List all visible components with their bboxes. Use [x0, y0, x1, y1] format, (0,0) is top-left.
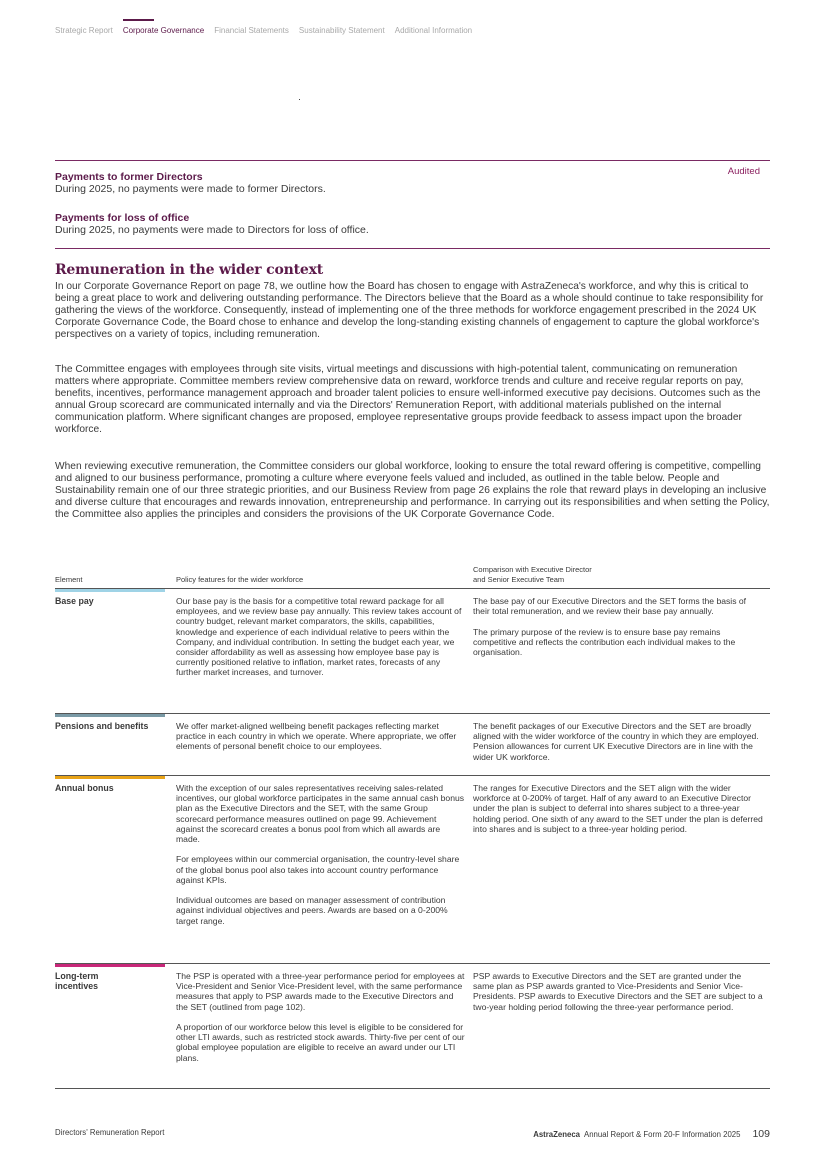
footer-doc-title: Annual Report & Form 20-F Information 2025 — [584, 1130, 741, 1139]
footer-section-name: Directors' Remuneration Report — [55, 1128, 165, 1137]
table-row-annual-bonus — [55, 776, 770, 964]
row-policy — [176, 596, 466, 678]
row-element: Annual bonus — [55, 783, 114, 793]
table-row-pensions — [55, 714, 770, 776]
row-element: Pensions and benefits — [55, 721, 149, 731]
body-paragraph-3: When reviewing executive remuneration, the Committee considers our global workforce, looking to ensure the total reward offering is competitive, compelling and aligned to our business performance, promoting a culture where everyone feels valued and included, as outlined in the table below. People and Sustainability remain one of our three strategic priorities, and our Business Review from page 26 explains the role that reward plays in developing an inclusive and diverse culture that encourages and rewards innovation, entrepreneurship and performance. In carrying out its responsibilities and when setting the Policy, the Committee also applies the principles and considers the provisions of the UK Corporate Governance Code. — [55, 461, 770, 521]
footer-doc-info — [533, 1128, 770, 1140]
policy-paragraph: Our base pay is the basis for a competitive total reward package for all employees, and we review base pay annually. This review takes account of country budget, relevant market comparators, the skills, capabilities, knowledge and experience of each individual relative to peers within the Company, and individual contribution. In setting the budget each year, we consider affordability as well as assessing how employee base pay is currently positioned relative to inflation, market rates, forecasts of any further market increases, and turnover. — [176, 596, 462, 678]
loss-of-office-heading: Payments for loss of office — [55, 212, 190, 224]
nav-additional-information[interactable]: Additional Information — [394, 26, 473, 35]
row-policy — [176, 971, 466, 1063]
row-accent-bar — [55, 589, 165, 592]
nav-strategic-report[interactable]: Strategic Report — [55, 26, 113, 35]
former-directors-block — [55, 171, 326, 195]
policy-paragraph: With the exception of our sales representatives receiving sales-related incentives, our global workforce participates in the same annual cash bonus plan as the Executive Directors and the SET, with the same Group scorecard performance measures outlined on page 99. Achievement against the scorecard creates a bonus pool from which all awards are made. — [176, 783, 465, 845]
row-policy — [176, 783, 466, 926]
policy-paragraph: Individual outcomes are based on manager assessment of contribution against individual objectives and peers. Awards are based on a 0-200% target range. — [176, 895, 448, 926]
table-row-long-term-incentives — [55, 964, 770, 1089]
nav-corporate-governance[interactable]: Corporate Governance — [122, 26, 205, 35]
policy-paragraph: We offer market-aligned wellbeing benefit packages reflecting market practice in each country in which we operate. Where appropriate, we offer elements of personal benefit choice to our employees. — [176, 721, 457, 752]
row-element: Base pay — [55, 596, 94, 606]
policy-paragraph: A proportion of our workforce below this level is eligible to be considered for other LTI awards, such as restricted stock awards. Thirty-five per cent of our global employee population are eligible to receive an award under our LTI plans. — [176, 1022, 465, 1063]
table-row-base-pay — [55, 589, 770, 714]
comparison-paragraph: The base pay of our Executive Directors and the SET forms the basis of their total remuneration, and we review their base pay annually. — [473, 596, 747, 617]
policy-paragraph: For employees within our commercial organisation, the country-level share of the global bonus pool also takes into account country performance against KPIs. — [176, 854, 460, 885]
row-comparison — [473, 721, 763, 762]
header-comparison-line-2: and Senior Executive Team — [473, 574, 565, 584]
row-accent-bar — [55, 714, 165, 717]
row-accent-bar — [55, 776, 165, 779]
row-comparison — [473, 971, 763, 1012]
section-nav — [55, 26, 472, 35]
former-directors-text: During 2025, no payments were made to former Directors. — [55, 183, 326, 195]
policy-paragraph: The PSP is operated with a three-year performance period for employees at Vice-President and Senior Vice-President level, with the same performance measures that apply to PSP awards made to the Executive Directors and the SET (outlined from page 102). — [176, 971, 465, 1012]
footer-brand: AstraZeneca — [533, 1130, 581, 1139]
section-heading: Remuneration in the wider context — [55, 262, 323, 278]
row-comparison — [473, 596, 763, 657]
row-element: Long-term incentives — [55, 971, 99, 992]
comparison-paragraph: The ranges for Executive Directors and the SET align with the wider workforce at 0-200% of target. Half of any award to an Executive Director under the plan is subject to deferral into shares subject to a three-year holding period. One sixth of any award to the SET under the plan is deferred into shares and is subject to a three-year holding period. — [473, 783, 763, 834]
row-comparison — [473, 783, 763, 834]
former-directors-heading: Payments to former Directors — [55, 171, 203, 183]
loss-of-office-text: During 2025, no payments were made to Directors for loss of office. — [55, 224, 369, 236]
loss-of-office-block — [55, 212, 369, 236]
audited-badge: Audited — [727, 166, 760, 177]
header-comparison-line-1: Comparison with Executive Director — [473, 565, 592, 574]
nav-financial-statements[interactable]: Financial Statements — [214, 26, 289, 35]
wider-workforce-table — [55, 562, 770, 1089]
stray-dot — [299, 99, 300, 100]
table-header — [55, 562, 770, 589]
comparison-paragraph: The primary purpose of the review is to ensure base pay remains competitive and reflects the contribution each individual makes to the organisation. — [473, 626, 736, 657]
body-paragraph-1: In our Corporate Governance Report on page 78, we outline how the Board has chosen to engage with AstraZeneca's workforce, and why this is critical to being a great place to work and delivering outstanding performance. The Directors believe that the Board as a whole should continue to take responsibility for gathering the views of the workforce. Consequently, instead of implementing one of the three methods for workforce engagement prescribed in the 2024 UK Corporate Governance Code, the Board chose to enhance and develop the long-standing existing channels of engagement to capture the global workforce's perspectives on a variety of topics, including remuneration. — [55, 281, 764, 341]
header-element: Element — [55, 574, 83, 584]
nav-sustainability-statement[interactable]: Sustainability Statement — [298, 26, 385, 35]
audited-box — [55, 160, 770, 249]
page-number: 109 — [752, 1128, 770, 1140]
body-paragraph-2: The Committee engages with employees through site visits, virtual meetings and discussions with high-potential talent, communicating on remuneration matters where appropriate. Committee members review comprehensive data on reward, workforce trends and culture and receive regular reports on pay, benefits, incentives, performance management approach and broader talent policies to ensure well-informed executive pay decisions. Outcomes such as the annual Group scorecard are communicated internally and via the Directors' Remuneration Report, with additional materials published on the internal communication platform. Where significant changes are proposed, employee representative groups provide feedback to assess impact upon the broader workforce. — [55, 364, 761, 436]
comparison-paragraph: PSP awards to Executive Directors and the SET are granted under the same plan as PSP awards granted to Vice-Presidents and Senior Vice-Presidents. PSP awards to Executive Directors and the SET are subject to a two-year holding period following the three-year performance period. — [473, 971, 763, 1012]
row-policy — [176, 721, 466, 752]
header-policy: Policy features for the wider workforce — [176, 574, 304, 584]
row-accent-bar — [55, 964, 165, 967]
comparison-paragraph: The benefit packages of our Executive Directors and the SET are broadly aligned with the wider workforce of the country in which they are employed. Pension allowances for current UK Executive Directors are in line with the wider UK workforce. — [473, 721, 759, 762]
header-comparison — [473, 565, 592, 584]
